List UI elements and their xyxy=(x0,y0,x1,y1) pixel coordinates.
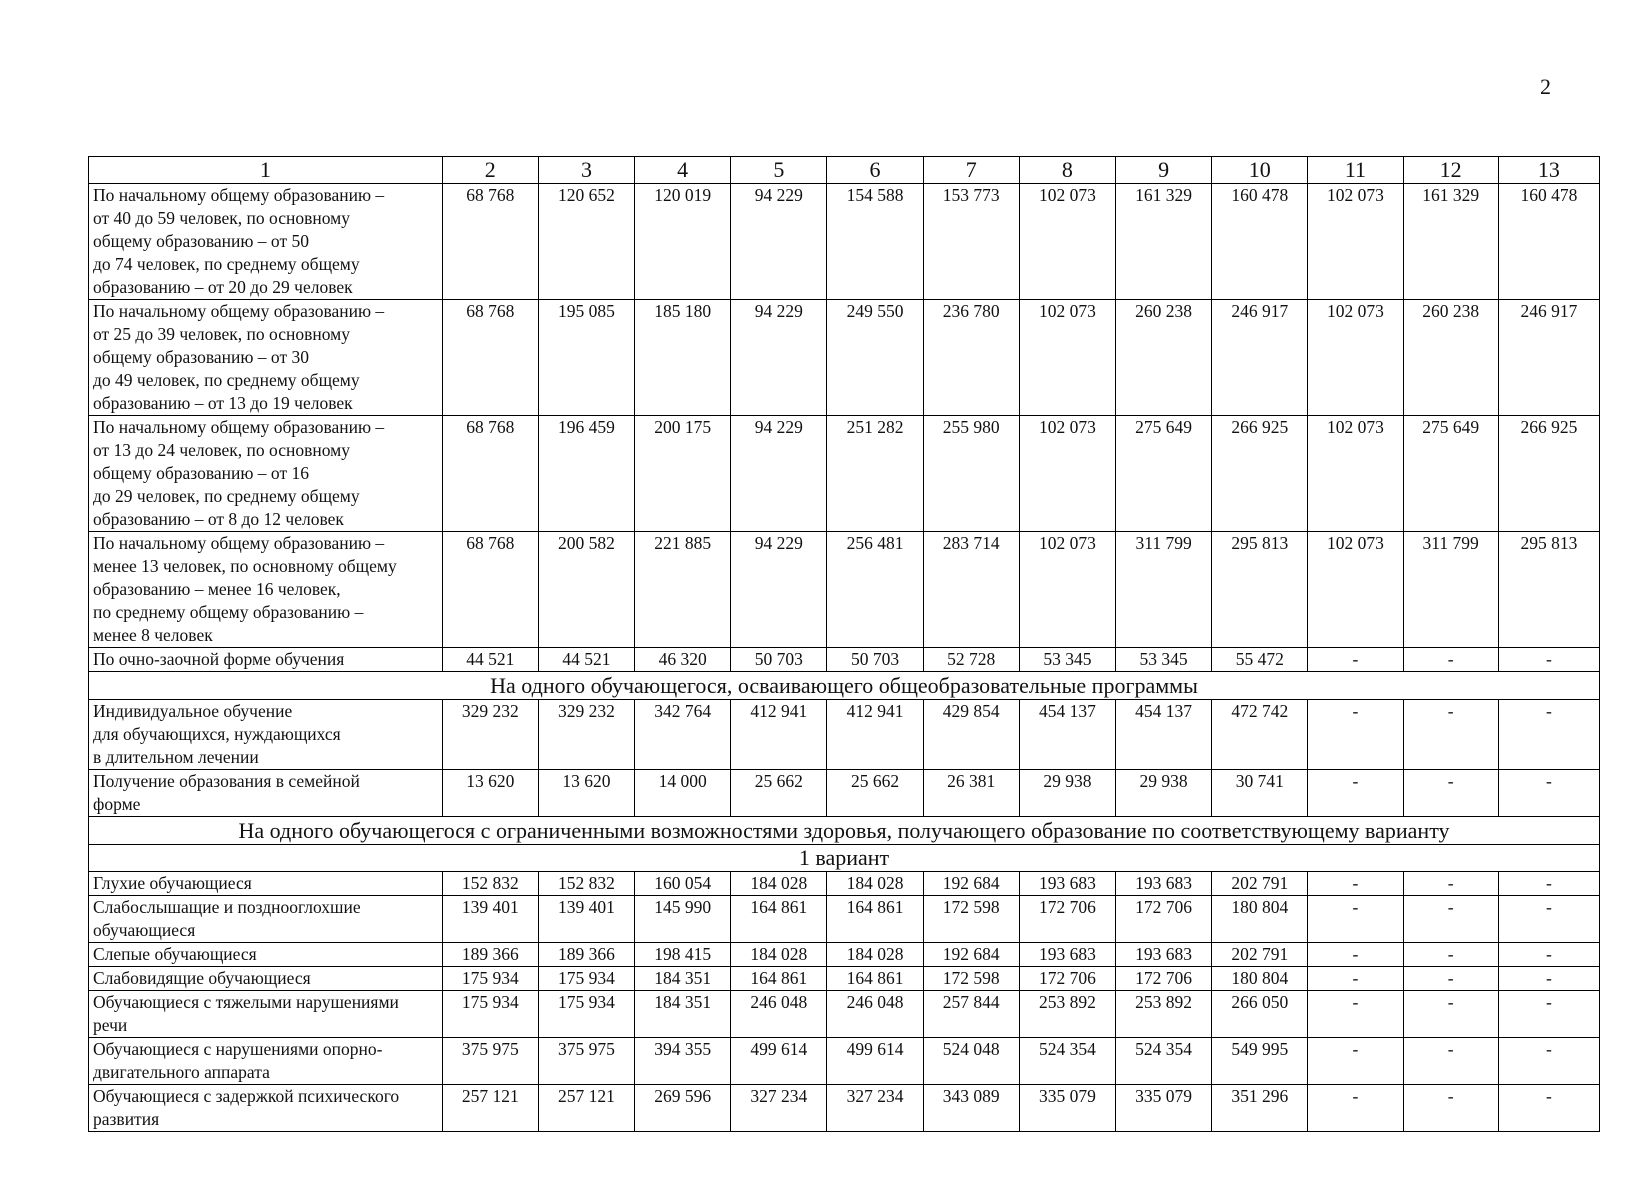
value-cell: 160 478 xyxy=(1212,184,1308,300)
row-label xyxy=(89,700,443,770)
value-cell: 102 073 xyxy=(1308,300,1403,416)
value-cell: 193 683 xyxy=(1116,872,1212,896)
value-cell: - xyxy=(1403,700,1498,770)
table-row xyxy=(89,300,1600,416)
value-cell: 329 232 xyxy=(442,700,538,770)
value-cell: 120 019 xyxy=(635,184,731,300)
value-cell: 192 684 xyxy=(923,872,1019,896)
row-label-line: Слабовидящие обучающиеся xyxy=(93,968,311,988)
value-cell: - xyxy=(1308,770,1403,817)
row-label-line: обучающиеся xyxy=(93,920,196,940)
value-cell: 172 706 xyxy=(1019,967,1115,991)
table-row xyxy=(89,532,1600,648)
value-cell: - xyxy=(1498,770,1599,817)
value-cell: - xyxy=(1403,943,1498,967)
value-cell: 13 620 xyxy=(538,770,634,817)
value-cell: - xyxy=(1498,991,1599,1038)
value-cell: 55 472 xyxy=(1212,648,1308,672)
cost-table xyxy=(88,156,1600,1132)
value-cell: 327 234 xyxy=(731,1085,827,1132)
value-cell: 184 028 xyxy=(731,943,827,967)
value-cell: 152 832 xyxy=(538,872,634,896)
value-cell: 202 791 xyxy=(1212,872,1308,896)
value-cell: - xyxy=(1308,991,1403,1038)
value-cell: 68 768 xyxy=(442,300,538,416)
value-cell: - xyxy=(1403,991,1498,1038)
value-cell: 164 861 xyxy=(731,896,827,943)
column-number: 5 xyxy=(731,157,827,184)
value-cell: 164 861 xyxy=(827,967,923,991)
column-number: 1 xyxy=(89,157,443,184)
value-cell: 153 773 xyxy=(923,184,1019,300)
value-cell: 343 089 xyxy=(923,1085,1019,1132)
value-cell: 44 521 xyxy=(442,648,538,672)
row-label-line: По очно-заочной форме обучения xyxy=(93,649,345,669)
value-cell: 193 683 xyxy=(1019,943,1115,967)
row-label xyxy=(89,770,443,817)
variant-heading-row xyxy=(89,845,1600,872)
section-heading: На одного обучающегося, осваивающего общеобразовательные программы xyxy=(89,672,1600,700)
value-cell: - xyxy=(1498,700,1599,770)
row-label-line: общему образованию – от 30 xyxy=(93,347,309,367)
value-cell: 172 598 xyxy=(923,967,1019,991)
value-cell: - xyxy=(1403,967,1498,991)
value-cell: 198 415 xyxy=(635,943,731,967)
value-cell: 50 703 xyxy=(731,648,827,672)
value-cell: 53 345 xyxy=(1019,648,1115,672)
row-label-line: Получение образования в семейной xyxy=(93,771,360,791)
value-cell: 102 073 xyxy=(1308,532,1403,648)
value-cell: 164 861 xyxy=(731,967,827,991)
value-cell: 499 614 xyxy=(731,1038,827,1085)
value-cell: 200 582 xyxy=(538,532,634,648)
value-cell: 246 048 xyxy=(731,991,827,1038)
row-label xyxy=(89,896,443,943)
value-cell: - xyxy=(1403,1085,1498,1132)
row-label xyxy=(89,991,443,1038)
value-cell: 283 714 xyxy=(923,532,1019,648)
value-cell: 351 296 xyxy=(1212,1085,1308,1132)
column-number: 10 xyxy=(1212,157,1308,184)
value-cell: - xyxy=(1403,770,1498,817)
value-cell: 275 649 xyxy=(1116,416,1212,532)
value-cell: - xyxy=(1308,943,1403,967)
table-body xyxy=(89,157,1600,1132)
table-row xyxy=(89,770,1600,817)
table-row xyxy=(89,648,1600,672)
value-cell: 172 706 xyxy=(1116,967,1212,991)
table-row xyxy=(89,896,1600,943)
value-cell: 266 925 xyxy=(1212,416,1308,532)
value-cell: 246 048 xyxy=(827,991,923,1038)
value-cell: 184 351 xyxy=(635,967,731,991)
column-number: 7 xyxy=(923,157,1019,184)
value-cell: 44 521 xyxy=(538,648,634,672)
table-row xyxy=(89,872,1600,896)
table-row xyxy=(89,1038,1600,1085)
value-cell: 13 620 xyxy=(442,770,538,817)
value-cell: 29 938 xyxy=(1116,770,1212,817)
value-cell: 311 799 xyxy=(1403,532,1498,648)
value-cell: 221 885 xyxy=(635,532,731,648)
row-label-line: Слабослышащие и позднооглохшие xyxy=(93,897,361,917)
row-label-line: форме xyxy=(93,794,141,814)
value-cell: 549 995 xyxy=(1212,1038,1308,1085)
value-cell: - xyxy=(1498,872,1599,896)
value-cell: 139 401 xyxy=(442,896,538,943)
value-cell: 253 892 xyxy=(1019,991,1115,1038)
value-cell: 195 085 xyxy=(538,300,634,416)
table-row xyxy=(89,967,1600,991)
value-cell: 175 934 xyxy=(538,967,634,991)
value-cell: 120 652 xyxy=(538,184,634,300)
value-cell: 454 137 xyxy=(1019,700,1115,770)
table-row xyxy=(89,416,1600,532)
value-cell: 524 354 xyxy=(1116,1038,1212,1085)
value-cell: 193 683 xyxy=(1116,943,1212,967)
value-cell: 412 941 xyxy=(731,700,827,770)
value-cell: - xyxy=(1308,1085,1403,1132)
value-cell: 26 381 xyxy=(923,770,1019,817)
row-label-line: Обучающиеся с задержкой психического xyxy=(93,1086,400,1106)
value-cell: 375 975 xyxy=(538,1038,634,1085)
column-number-row xyxy=(89,157,1600,184)
row-label xyxy=(89,1085,443,1132)
value-cell: 472 742 xyxy=(1212,700,1308,770)
value-cell: 257 121 xyxy=(538,1085,634,1132)
value-cell: 180 804 xyxy=(1212,967,1308,991)
row-label-line: менее 13 человек, по основному общему xyxy=(93,556,397,576)
row-label xyxy=(89,1038,443,1085)
value-cell: 180 804 xyxy=(1212,896,1308,943)
row-label-line: Слепые обучающиеся xyxy=(93,944,257,964)
value-cell: 255 980 xyxy=(923,416,1019,532)
column-number: 12 xyxy=(1403,157,1498,184)
row-label-line: развития xyxy=(93,1109,160,1129)
value-cell: 524 354 xyxy=(1019,1038,1115,1085)
value-cell: 145 990 xyxy=(635,896,731,943)
value-cell: 94 229 xyxy=(731,184,827,300)
value-cell: 266 925 xyxy=(1498,416,1599,532)
value-cell: - xyxy=(1308,967,1403,991)
value-cell: 184 351 xyxy=(635,991,731,1038)
row-label xyxy=(89,300,443,416)
value-cell: 161 329 xyxy=(1403,184,1498,300)
row-label-line: По начальному общему образованию – xyxy=(93,301,385,321)
value-cell: 172 706 xyxy=(1116,896,1212,943)
value-cell: 253 892 xyxy=(1116,991,1212,1038)
value-cell: - xyxy=(1308,648,1403,672)
value-cell: 260 238 xyxy=(1116,300,1212,416)
row-label-line: речи xyxy=(93,1015,128,1035)
row-label-line: По начальному общему образованию – xyxy=(93,533,385,553)
value-cell: 200 175 xyxy=(635,416,731,532)
value-cell: 499 614 xyxy=(827,1038,923,1085)
row-label-line: до 29 человек, по среднему общему xyxy=(93,486,360,506)
value-cell: 25 662 xyxy=(731,770,827,817)
value-cell: - xyxy=(1308,896,1403,943)
table-row xyxy=(89,943,1600,967)
value-cell: 160 054 xyxy=(635,872,731,896)
value-cell: 429 854 xyxy=(923,700,1019,770)
value-cell: 184 028 xyxy=(827,943,923,967)
row-label-line: от 40 до 59 человек, по основному xyxy=(93,208,350,228)
value-cell: 375 975 xyxy=(442,1038,538,1085)
value-cell: - xyxy=(1403,648,1498,672)
value-cell: 189 366 xyxy=(538,943,634,967)
row-label-line: образованию – от 8 до 12 человек xyxy=(93,509,344,529)
value-cell: 30 741 xyxy=(1212,770,1308,817)
value-cell: 175 934 xyxy=(538,991,634,1038)
value-cell: 175 934 xyxy=(442,967,538,991)
value-cell: 295 813 xyxy=(1498,532,1599,648)
row-label-line: общему образованию – от 50 xyxy=(93,231,309,251)
value-cell: 257 121 xyxy=(442,1085,538,1132)
row-label-line: по среднему общему образованию – xyxy=(93,602,364,622)
value-cell: 249 550 xyxy=(827,300,923,416)
row-label xyxy=(89,648,443,672)
row-label-line: двигательного аппарата xyxy=(93,1062,270,1082)
value-cell: 29 938 xyxy=(1019,770,1115,817)
value-cell: - xyxy=(1498,648,1599,672)
column-number: 11 xyxy=(1308,157,1403,184)
row-label-line: образованию – от 13 до 19 человек xyxy=(93,393,353,413)
value-cell: - xyxy=(1308,700,1403,770)
row-label-line: для обучающихся, нуждающихся xyxy=(93,724,341,744)
row-label-line: от 25 до 39 человек, по основному xyxy=(93,324,350,344)
value-cell: 329 232 xyxy=(538,700,634,770)
value-cell: 454 137 xyxy=(1116,700,1212,770)
value-cell: 102 073 xyxy=(1019,300,1115,416)
table-row xyxy=(89,184,1600,300)
value-cell: 335 079 xyxy=(1019,1085,1115,1132)
value-cell: 246 917 xyxy=(1212,300,1308,416)
value-cell: 25 662 xyxy=(827,770,923,817)
value-cell: 189 366 xyxy=(442,943,538,967)
value-cell: - xyxy=(1498,967,1599,991)
value-cell: 53 345 xyxy=(1116,648,1212,672)
value-cell: 94 229 xyxy=(731,532,827,648)
row-label xyxy=(89,967,443,991)
value-cell: - xyxy=(1403,872,1498,896)
value-cell: 68 768 xyxy=(442,416,538,532)
value-cell: 295 813 xyxy=(1212,532,1308,648)
value-cell: 139 401 xyxy=(538,896,634,943)
value-cell: - xyxy=(1308,872,1403,896)
column-number: 6 xyxy=(827,157,923,184)
row-label xyxy=(89,943,443,967)
value-cell: 260 238 xyxy=(1403,300,1498,416)
row-label-line: По начальному общему образованию – xyxy=(93,185,385,205)
value-cell: 193 683 xyxy=(1019,872,1115,896)
row-label-line: до 74 человек, по среднему общему xyxy=(93,254,360,274)
value-cell: 196 459 xyxy=(538,416,634,532)
row-label-line: Глухие обучающиеся xyxy=(93,873,252,893)
value-cell: 46 320 xyxy=(635,648,731,672)
value-cell: 164 861 xyxy=(827,896,923,943)
section-heading-row xyxy=(89,672,1600,700)
value-cell: 275 649 xyxy=(1403,416,1498,532)
value-cell: - xyxy=(1498,896,1599,943)
table-row xyxy=(89,700,1600,770)
value-cell: 94 229 xyxy=(731,416,827,532)
value-cell: 161 329 xyxy=(1116,184,1212,300)
value-cell: 14 000 xyxy=(635,770,731,817)
column-number: 13 xyxy=(1498,157,1599,184)
value-cell: 256 481 xyxy=(827,532,923,648)
value-cell: 251 282 xyxy=(827,416,923,532)
row-label-line: Обучающиеся с нарушениями опорно- xyxy=(93,1039,383,1059)
value-cell: 184 028 xyxy=(827,872,923,896)
value-cell: - xyxy=(1403,1038,1498,1085)
row-label xyxy=(89,872,443,896)
section-heading-row xyxy=(89,817,1600,845)
row-label-line: Обучающиеся с тяжелыми нарушениями xyxy=(93,992,399,1012)
value-cell: 175 934 xyxy=(442,991,538,1038)
value-cell: 342 764 xyxy=(635,700,731,770)
value-cell: 172 706 xyxy=(1019,896,1115,943)
row-label-line: По начальному общему образованию – xyxy=(93,417,385,437)
value-cell: 257 844 xyxy=(923,991,1019,1038)
value-cell: - xyxy=(1498,1038,1599,1085)
value-cell: 154 588 xyxy=(827,184,923,300)
value-cell: 68 768 xyxy=(442,532,538,648)
column-number: 9 xyxy=(1116,157,1212,184)
value-cell: 412 941 xyxy=(827,700,923,770)
value-cell: 394 355 xyxy=(635,1038,731,1085)
row-label xyxy=(89,184,443,300)
row-label-line: в длительном лечении xyxy=(93,747,259,767)
column-number: 3 xyxy=(538,157,634,184)
value-cell: 68 768 xyxy=(442,184,538,300)
value-cell: 236 780 xyxy=(923,300,1019,416)
row-label-line: от 13 до 24 человек, по основному xyxy=(93,440,350,460)
row-label-line: Индивидуальное обучение xyxy=(93,701,293,721)
column-number: 4 xyxy=(635,157,731,184)
row-label-line: до 49 человек, по среднему общему xyxy=(93,370,360,390)
value-cell: 94 229 xyxy=(731,300,827,416)
table-row xyxy=(89,1085,1600,1132)
value-cell: - xyxy=(1403,896,1498,943)
value-cell: 172 598 xyxy=(923,896,1019,943)
value-cell: 102 073 xyxy=(1308,184,1403,300)
value-cell: 152 832 xyxy=(442,872,538,896)
page-number: 2 xyxy=(1540,74,1551,99)
section-heading: На одного обучающегося с ограниченными возможностями здоровья, получающего образование по соответствующему варианту xyxy=(89,817,1600,845)
value-cell: 335 079 xyxy=(1116,1085,1212,1132)
value-cell: 102 073 xyxy=(1019,416,1115,532)
value-cell: 185 180 xyxy=(635,300,731,416)
value-cell: 269 596 xyxy=(635,1085,731,1132)
value-cell: 192 684 xyxy=(923,943,1019,967)
row-label-line: менее 8 человек xyxy=(93,625,213,645)
value-cell: 102 073 xyxy=(1308,416,1403,532)
column-number: 8 xyxy=(1019,157,1115,184)
value-cell: - xyxy=(1308,1038,1403,1085)
value-cell: 327 234 xyxy=(827,1085,923,1132)
value-cell: 102 073 xyxy=(1019,184,1115,300)
row-label xyxy=(89,416,443,532)
value-cell: 266 050 xyxy=(1212,991,1308,1038)
value-cell: 160 478 xyxy=(1498,184,1599,300)
value-cell: 202 791 xyxy=(1212,943,1308,967)
value-cell: - xyxy=(1498,943,1599,967)
value-cell: 246 917 xyxy=(1498,300,1599,416)
value-cell: - xyxy=(1498,1085,1599,1132)
value-cell: 524 048 xyxy=(923,1038,1019,1085)
variant-heading: 1 вариант xyxy=(89,845,1600,872)
row-label xyxy=(89,532,443,648)
value-cell: 102 073 xyxy=(1019,532,1115,648)
row-label-line: общему образованию – от 16 xyxy=(93,463,309,483)
value-cell: 50 703 xyxy=(827,648,923,672)
row-label-line: образованию – менее 16 человек, xyxy=(93,579,341,599)
value-cell: 184 028 xyxy=(731,872,827,896)
table-row xyxy=(89,991,1600,1038)
column-number: 2 xyxy=(442,157,538,184)
row-label-line: образованию – от 20 до 29 человек xyxy=(93,277,353,297)
value-cell: 52 728 xyxy=(923,648,1019,672)
value-cell: 311 799 xyxy=(1116,532,1212,648)
